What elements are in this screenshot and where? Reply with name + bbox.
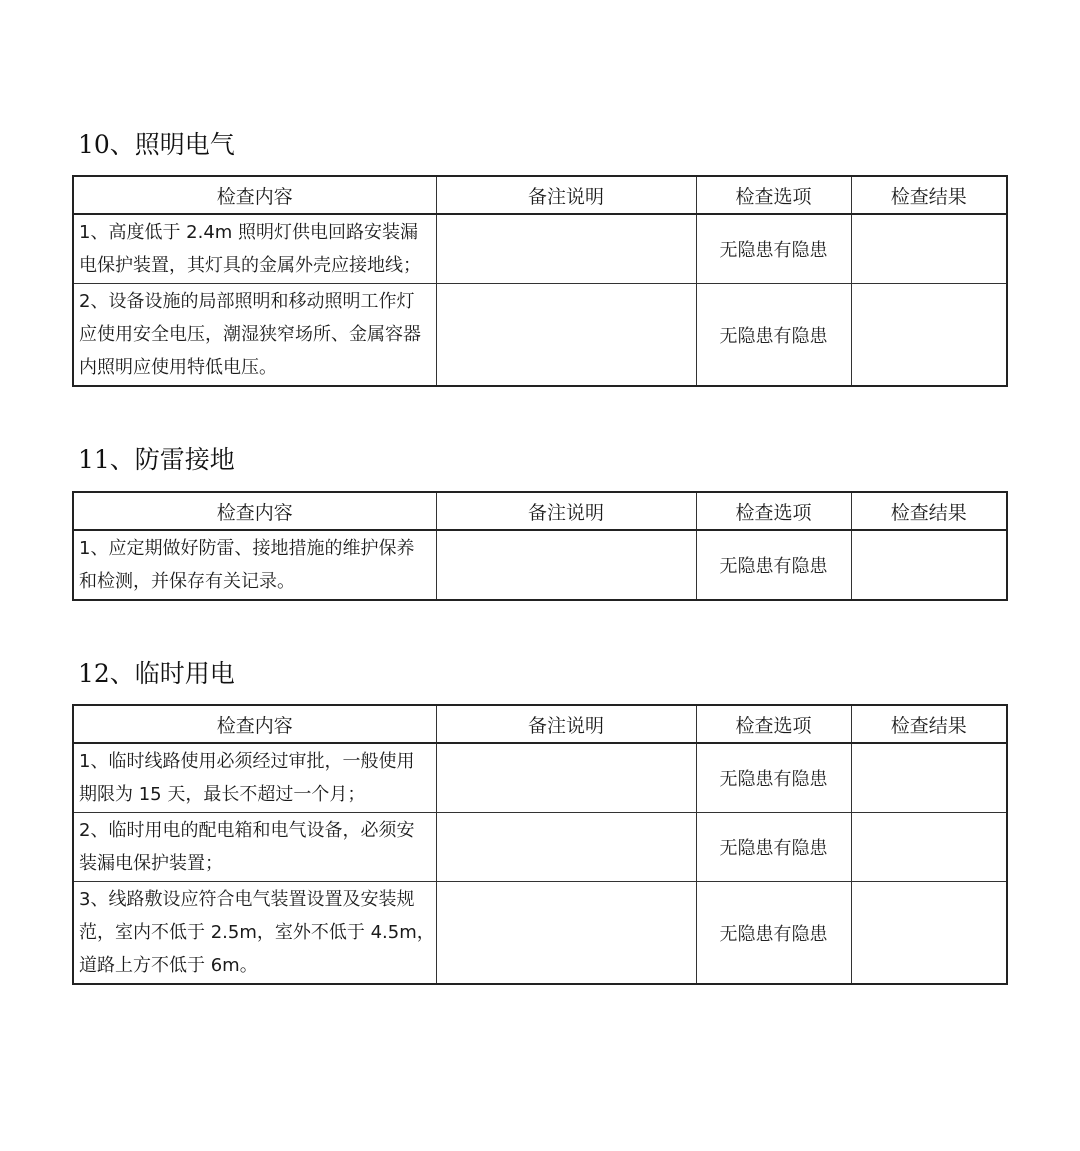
row-result-cell[interactable] <box>851 530 1007 600</box>
row-result-cell[interactable] <box>851 743 1007 813</box>
checklist-table <box>72 175 1008 387</box>
content-line: 内照明应使用特低电压。 <box>79 357 277 378</box>
row-result-cell[interactable] <box>851 813 1007 882</box>
header-result: 检查结果 <box>851 176 1007 214</box>
row-content <box>73 743 436 813</box>
row-option-cell[interactable]: 无隐患有隐患 <box>696 530 851 600</box>
row-note-cell[interactable] <box>436 813 696 882</box>
content-line: 应使用安全电压，潮湿狭窄场所、金属容器 <box>79 324 421 345</box>
content-line: 2、设备设施的局部照明和移动照明工作灯 <box>79 291 415 312</box>
content-line: 范，室内不低于 2.5m，室外不低于 4.5m， <box>79 922 435 943</box>
row-content <box>73 882 436 985</box>
row-note-cell[interactable] <box>436 882 696 985</box>
row-content <box>73 284 436 387</box>
row-option-cell[interactable]: 无隐患有隐患 <box>696 214 851 284</box>
row-note-cell[interactable] <box>436 743 696 813</box>
row-option-cell[interactable]: 无隐患有隐患 <box>696 882 851 985</box>
table-header-row <box>73 492 1007 530</box>
content-line: 和检测，并保存有关记录。 <box>79 571 295 592</box>
header-option: 检查选项 <box>696 492 851 530</box>
content-line: 3、线路敷设应符合电气装置设置及安装规 <box>79 889 415 910</box>
row-result-cell[interactable] <box>851 882 1007 985</box>
header-content: 检查内容 <box>73 176 436 214</box>
row-note-cell[interactable] <box>436 284 696 387</box>
row-result-cell[interactable] <box>851 284 1007 387</box>
table-row <box>73 284 1007 387</box>
content-line: 2、临时用电的配电箱和电气设备，必须安 <box>79 820 415 841</box>
header-result: 检查结果 <box>851 705 1007 743</box>
table-row <box>73 813 1007 882</box>
content-line: 电保护装置，其灯具的金属外壳应接地线； <box>79 255 421 276</box>
header-option: 检查选项 <box>696 705 851 743</box>
row-content <box>73 214 436 284</box>
header-note: 备注说明 <box>436 176 696 214</box>
table-header-row <box>73 176 1007 214</box>
row-option-cell[interactable]: 无隐患有隐患 <box>696 813 851 882</box>
content-line: 1、临时线路使用必须经过审批，一般使用 <box>79 751 415 772</box>
row-result-cell[interactable] <box>851 214 1007 284</box>
content-line: 装漏电保护装置； <box>79 853 223 874</box>
header-option: 检查选项 <box>696 176 851 214</box>
row-content <box>73 813 436 882</box>
table-row <box>73 882 1007 985</box>
row-option-cell[interactable]: 无隐患有隐患 <box>696 284 851 387</box>
header-note: 备注说明 <box>436 492 696 530</box>
row-note-cell[interactable] <box>436 214 696 284</box>
header-note: 备注说明 <box>436 705 696 743</box>
checklist-table <box>72 704 1008 985</box>
header-result: 检查结果 <box>851 492 1007 530</box>
content-line: 期限为 15 天，最长不超过一个月； <box>79 784 366 805</box>
content-line: 道路上方不低于 6m。 <box>79 955 258 976</box>
section-title: 11、防雷接地 <box>78 445 235 474</box>
checklist-table <box>72 491 1008 601</box>
row-note-cell[interactable] <box>436 530 696 600</box>
table-header-row <box>73 705 1007 743</box>
content-line: 1、高度低于 2.4m 照明灯供电回路安装漏 <box>79 222 419 243</box>
header-content: 检查内容 <box>73 492 436 530</box>
table-row <box>73 530 1007 600</box>
table-row <box>73 743 1007 813</box>
section-title: 12、临时用电 <box>78 659 235 688</box>
header-content: 检查内容 <box>73 705 436 743</box>
row-content <box>73 530 436 600</box>
table-row <box>73 214 1007 284</box>
section-title: 10、照明电气 <box>78 130 235 159</box>
content-line: 1、应定期做好防雷、接地措施的维护保养 <box>79 538 415 559</box>
row-option-cell[interactable]: 无隐患有隐患 <box>696 743 851 813</box>
